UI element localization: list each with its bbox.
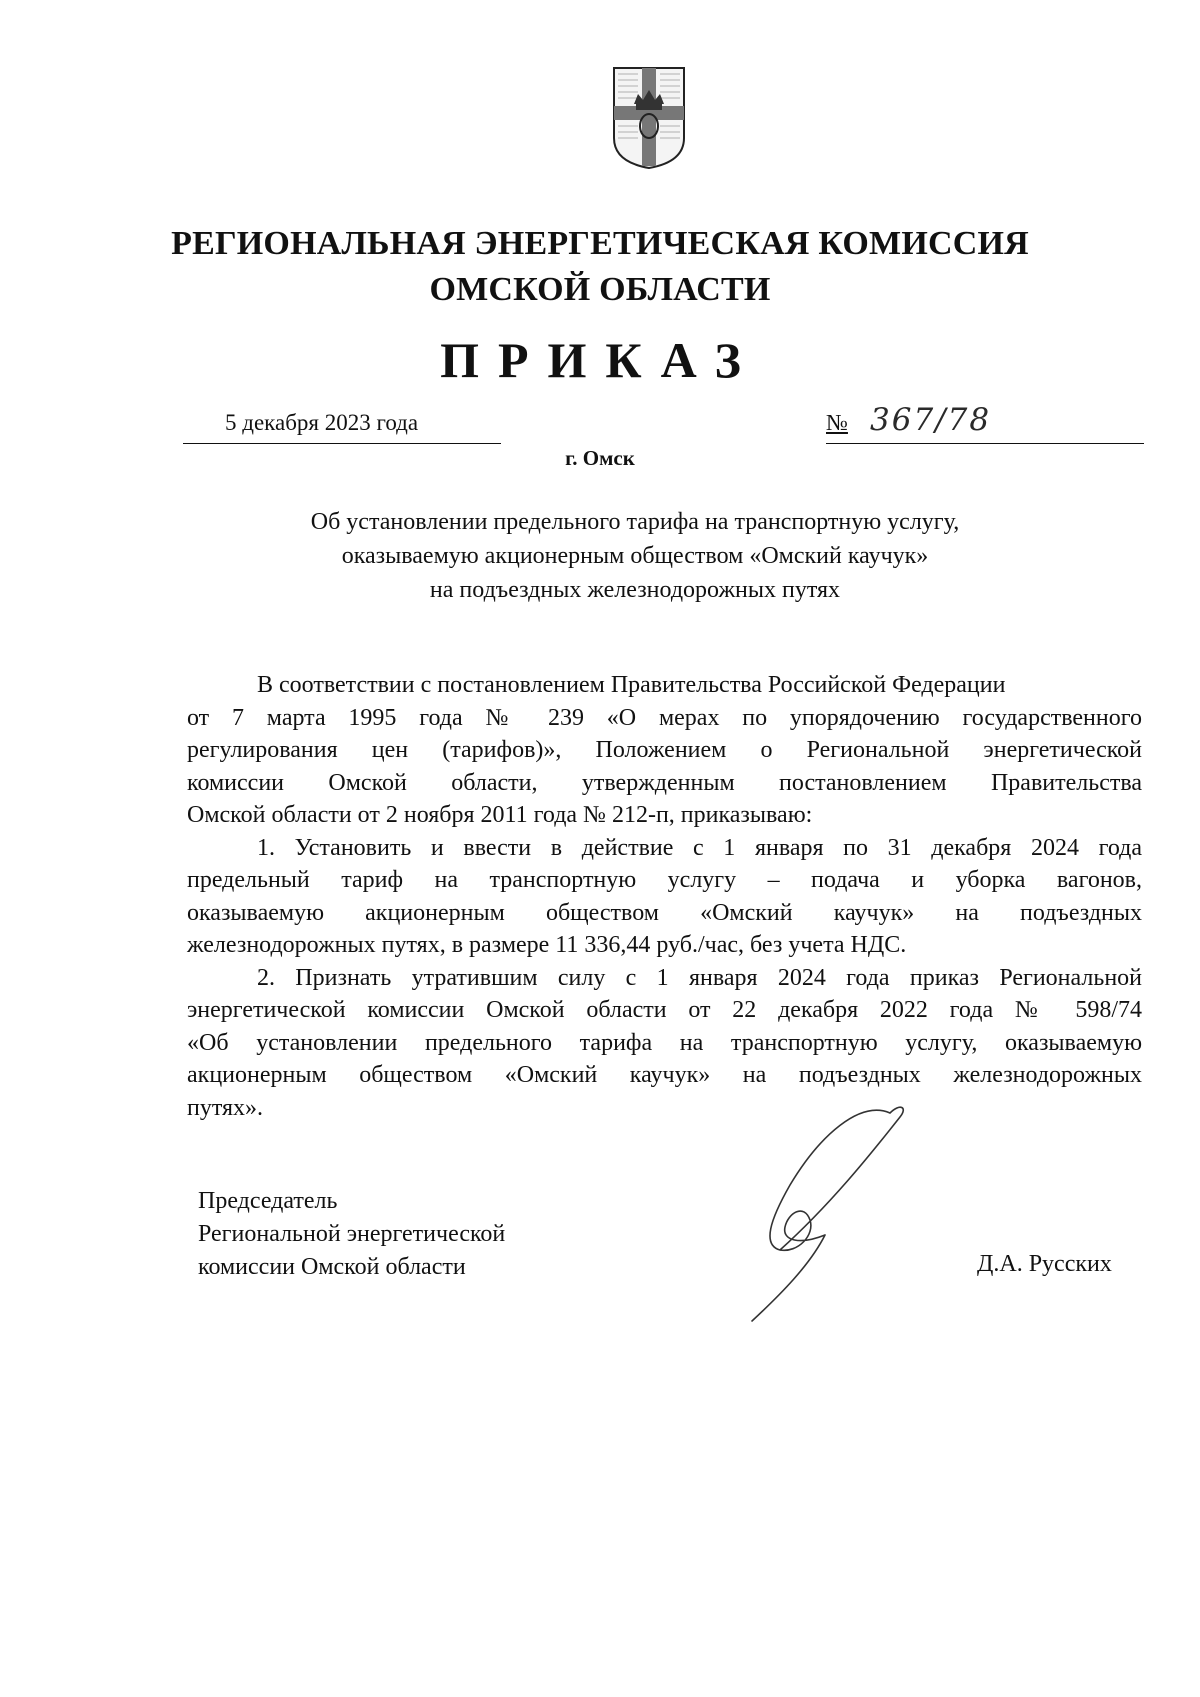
coat-of-arms-icon [612, 66, 686, 170]
signer-position-line: Председатель [198, 1188, 338, 1214]
body-line: предельный тариф на транспортную услугу – подача и уборка вагонов, [187, 867, 1142, 893]
subject-line: Об установлении предельного тарифа на транспортную услугу, [310, 509, 960, 535]
organization-name-line1: РЕГИОНАЛЬНАЯ ЭНЕРГЕТИЧЕСКАЯ КОМИССИЯ [171, 225, 1029, 262]
city: г. Омск [565, 446, 635, 470]
body-line: 1. Установить и ввести в действие с 1 января по 31 декабря 2024 года [257, 834, 1142, 861]
signer-position-line: комиссии Омской области [198, 1254, 466, 1280]
body-line: путях». [187, 1094, 264, 1121]
signer-position [198, 1185, 505, 1284]
date-underline [183, 443, 501, 444]
body-line: акционерным обществом «Омский каучук» на подъездных железнодорожных [187, 1062, 1142, 1088]
signer-name: Д.А. Русских [977, 1251, 1112, 1277]
body-line: «Об установлении предельного тарифа на транспортную услугу, оказываемую [187, 1029, 1142, 1056]
document-date [183, 408, 501, 444]
body-line: от 7 марта 1995 года № 239 «О мерах по упорядочению государственного [187, 704, 1142, 731]
body-line: железнодорожных путях, в размере 11 336,44 руб./час, без учета НДС. [187, 932, 907, 958]
organization-name-line2: ОМСКОЙ ОБЛАСТИ [429, 271, 771, 308]
order-item-2 [187, 962, 1142, 1125]
body-line: Омской области от 2 ноября 2011 года № 212-п, приказываю: [187, 802, 813, 828]
handwritten-signature [740, 1095, 910, 1325]
body-line: оказываемую акционерным обществом «Омский каучук» на подъездных [187, 899, 1142, 926]
subject-line: на подъездных железнодорожных путях [429, 577, 841, 603]
document-body [187, 669, 1142, 1124]
subject-line: оказываемую акционерным обществом «Омский каучук» [341, 543, 929, 569]
body-line: энергетической комиссии Омской области от 22 декабря 2022 года № 598/74 [187, 997, 1142, 1023]
document-subject [200, 505, 1070, 607]
order-item-1 [187, 832, 1142, 962]
signer-position-line: Региональной энергетической [198, 1221, 506, 1247]
body-line: 2. Признать утратившим силу с 1 января 2024 года приказ Региональной [257, 964, 1142, 991]
document-number [826, 402, 1144, 444]
body-line: регулирования цен (тарифов)», Положением о Региональной энергетической [187, 737, 1142, 763]
number-sign: № [826, 410, 848, 435]
document-type-title: ПРИКАЗ [440, 332, 760, 388]
preamble-paragraph [187, 669, 1142, 832]
body-line: комиссии Омской области, утвержденным постановлением Правительства [187, 769, 1142, 796]
date-text: 5 декабря 2023 года [225, 410, 419, 435]
handwritten-number: 367/78 [870, 402, 992, 438]
number-underline [826, 443, 1144, 444]
body-line: В соответствии с постановлением Правительства Российской Федерации [257, 672, 1006, 698]
